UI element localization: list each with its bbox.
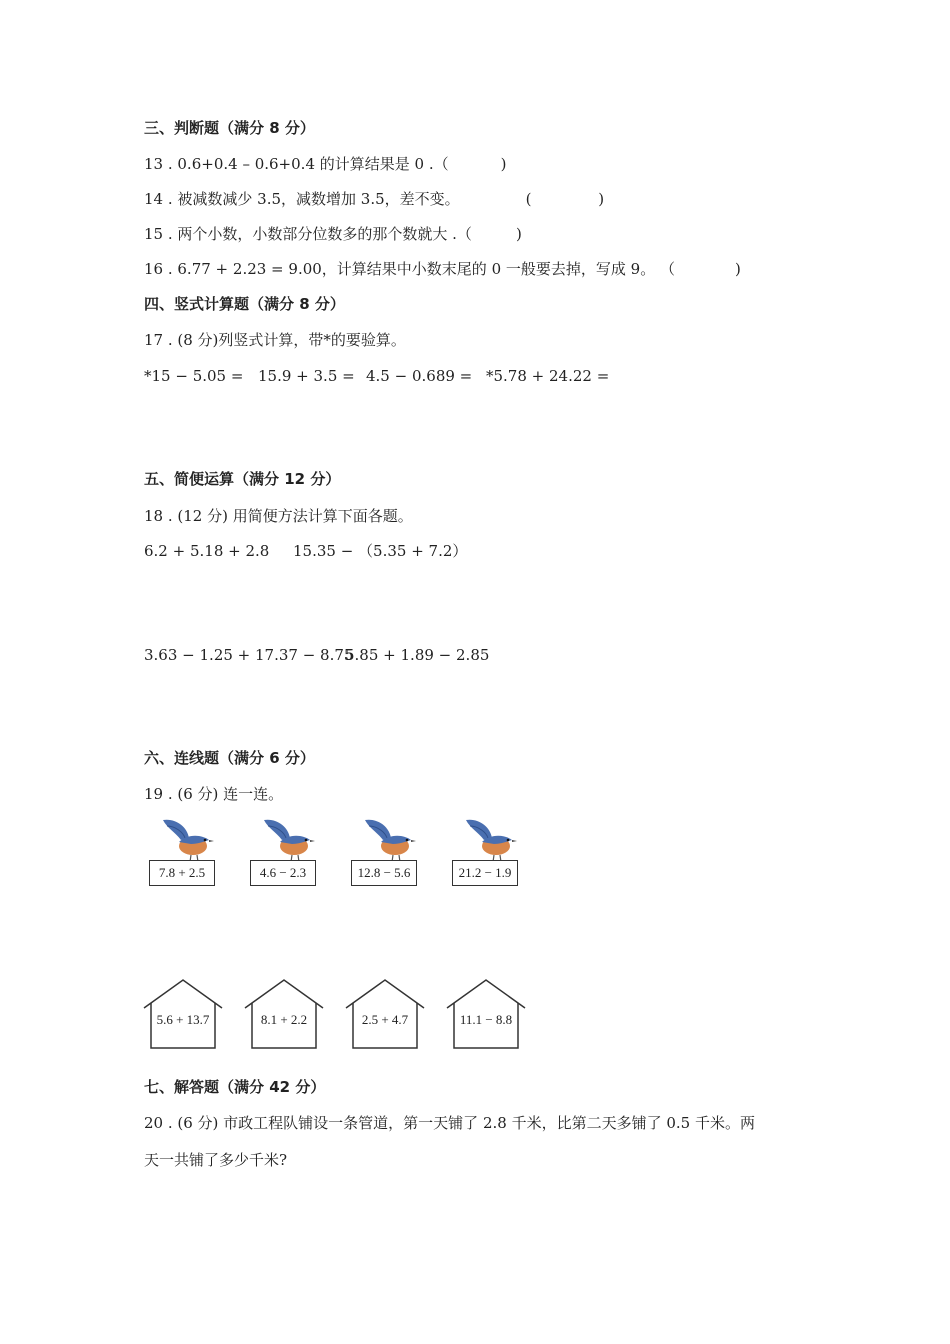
bird-icon xyxy=(359,816,417,864)
question-16-text: 16 . 6.77 + 2.23 = 9.00，计算结果中小数末尾的 0 一般要去掉，写成 9。 （ xyxy=(144,260,675,278)
question-14 xyxy=(144,189,604,209)
bird-expression: 7.8 + 2.5 xyxy=(149,860,215,886)
house-card-4[interactable] xyxy=(446,978,526,1050)
bird-icon xyxy=(258,816,316,864)
problem-17-2: 15.9 + 3.5 = xyxy=(258,367,355,385)
house-expression: 11.1 − 8.8 xyxy=(459,1012,513,1027)
problem-17-1: *15 − 5.05 = xyxy=(144,367,244,385)
section5-heading: 五、简便运算（满分 12 分） xyxy=(144,470,341,488)
house-expression: 5.6 + 13.7 xyxy=(156,1012,210,1027)
problem-18-1: 6.2 + 5.18 + 2.8 xyxy=(144,542,270,560)
question-13 xyxy=(144,154,506,174)
house-expression: 2.5 + 4.7 xyxy=(361,1012,409,1027)
house-expression: 8.1 + 2.2 xyxy=(260,1012,308,1027)
bird-icon xyxy=(460,816,518,864)
question-14-paren: ( ) xyxy=(525,190,605,208)
problem-18-3: 3.63 − 1.25 + 17.37 − 8.75 xyxy=(144,646,354,664)
bird-icon xyxy=(157,816,215,864)
question-19: 19 . (6 分) 连一连。 xyxy=(144,785,284,803)
question-16-close: ) xyxy=(734,260,741,278)
question-18: 18 . (12 分) 用简便方法计算下面各题。 xyxy=(144,507,413,525)
question-15 xyxy=(144,224,522,244)
question-13-close: ) xyxy=(500,155,507,173)
house-card-2[interactable] xyxy=(244,978,324,1050)
question-20-line2: 天一共铺了多少千米? xyxy=(144,1151,288,1169)
problem-18-2: 15.35 − （5.35 + 7.2） xyxy=(293,542,468,560)
problem-17-3: 4.5 − 0.689 = xyxy=(366,367,473,385)
problem-18-4: 5.85 + 1.89 − 2.85 xyxy=(345,646,490,664)
question-15-close: ) xyxy=(515,225,522,243)
section4-heading: 四、竖式计算题（满分 8 分） xyxy=(144,295,345,313)
house-card-3[interactable] xyxy=(345,978,425,1050)
question-15-text: 15 . 两个小数，小数部分位数多的那个数就大 .（ xyxy=(144,225,472,243)
question-17: 17 . (8 分)列竖式计算，带*的要验算。 xyxy=(144,331,406,349)
question-13-text: 13 . 0.6+0.4 – 0.6+0.4 的计算结果是 0 .（ xyxy=(144,155,449,173)
question-16 xyxy=(144,259,741,279)
problem-17-4: *5.78 + 24.22 = xyxy=(486,367,610,385)
bird-expression: 12.8 − 5.6 xyxy=(351,860,417,886)
section6-heading: 六、连线题（满分 6 分） xyxy=(144,749,315,767)
house-card-1[interactable] xyxy=(143,978,223,1050)
section3-heading: 三、判断题（满分 8 分） xyxy=(144,119,315,137)
question-14-text: 14 . 被减数减少 3.5，减数增加 3.5，差不变。 xyxy=(144,190,460,208)
bird-expression: 21.2 − 1.9 xyxy=(452,860,518,886)
question-20-line1: 20 . (6 分) 市政工程队铺设一条管道，第一天铺了 2.8 千米，比第二天多铺了 0.5 千米。两 xyxy=(144,1114,755,1132)
section7-heading: 七、解答题（满分 42 分） xyxy=(144,1078,326,1096)
bird-expression: 4.6 − 2.3 xyxy=(250,860,316,886)
